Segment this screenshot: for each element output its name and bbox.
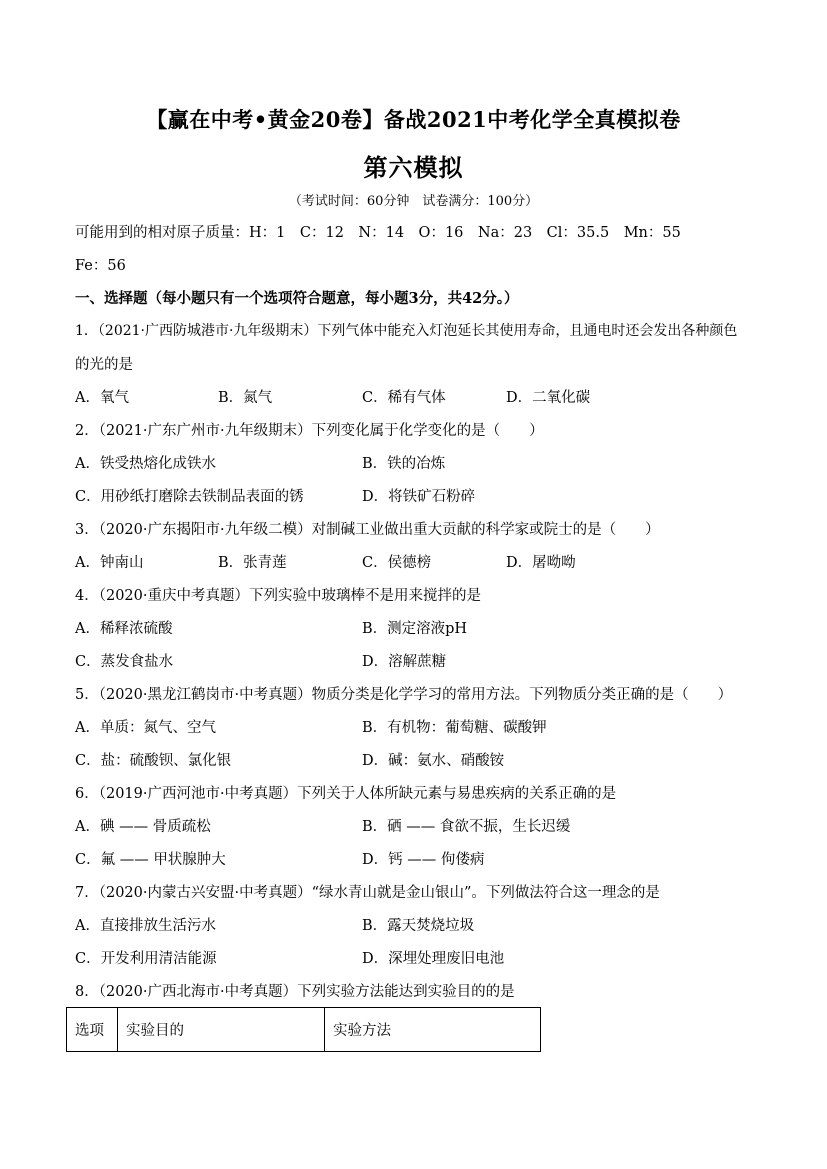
question-6-option-d: D．钙 —— 佝偻病 bbox=[362, 852, 485, 868]
section-heading: 一、选择题（每小题只有一个选项符合题意，每小题3分，共42分。） bbox=[75, 290, 519, 307]
question-2-option-c: C．用砂纸打磨除去铁制品表面的锈 bbox=[75, 489, 304, 505]
table-header-method: 实验方法 bbox=[325, 1008, 541, 1052]
question-4-option-c: C．蒸发食盐水 bbox=[75, 654, 174, 670]
question-1-stem: 1．（2021·广西防城港市·九年级期末）下列气体中能充入灯泡延长其使用寿命，且通电时还会发出各种颜色 bbox=[75, 323, 738, 339]
table-header-option: 选项 bbox=[67, 1008, 118, 1052]
question-8-table bbox=[66, 1007, 541, 1052]
question-6-option-a: A．碘 —— 骨质疏松 bbox=[75, 819, 211, 835]
question-6-stem: 6．（2019·广西河池市·中考真题）下列关于人体所缺元素与易患疾病的关系正确的是 bbox=[75, 786, 617, 802]
question-3-stem: 3．（2020·广东揭阳市·九年级二模）对制碱工业做出重大贡献的科学家或院士的是（ ） bbox=[75, 522, 660, 538]
question-7-stem: 7．（2020·内蒙古兴安盟·中考真题）“绿水青山就是金山银山”。下列做法符合这一理念的是 bbox=[75, 885, 660, 901]
question-2-option-d: D．将铁矿石粉碎 bbox=[362, 489, 476, 505]
question-4-option-d: D．溶解蔗糖 bbox=[362, 654, 447, 670]
question-6-option-b: B．硒 —— 食欲不振，生长迟缓 bbox=[362, 819, 571, 835]
question-2-option-b: B．铁的冶炼 bbox=[362, 456, 446, 472]
question-2-option-a: A．铁受热熔化成铁水 bbox=[75, 456, 216, 472]
question-4-option-b: B．测定溶液pH bbox=[362, 621, 468, 637]
atomic-mass-line-1: 可能用到的相对原子质量：H：1 C：12 N：14 O：16 Na：23 Cl：35.5 Mn：55 bbox=[75, 225, 681, 241]
exam-title: 【赢在中考•黄金20卷】备战2021中考化学全真模拟卷 bbox=[146, 107, 681, 132]
question-1-stem-cont: 的光的是 bbox=[75, 357, 133, 373]
atomic-mass-line-2: Fe：56 bbox=[75, 258, 126, 274]
question-8-stem: 8．（2020·广西北海市·中考真题）下列实验方法能达到实验目的的是 bbox=[75, 984, 515, 1000]
question-1-option-d: D．二氧化碳 bbox=[506, 390, 591, 406]
table-header-row bbox=[67, 1008, 541, 1052]
question-5-option-a: A．单质：氮气、空气 bbox=[75, 720, 216, 736]
question-4-option-a: A．稀释浓硫酸 bbox=[75, 621, 173, 637]
question-7-option-a: A．直接排放生活污水 bbox=[75, 918, 216, 934]
question-1-option-c: C．稀有气体 bbox=[362, 390, 446, 406]
question-6-option-c: C．氟 —— 甲状腺肿大 bbox=[75, 852, 226, 868]
question-3-option-b: B．张青莲 bbox=[218, 555, 287, 571]
question-2-stem: 2．（2021·广东广州市·九年级期末）下列变化属于化学变化的是（ ） bbox=[75, 423, 544, 439]
question-1-option-a: A．氧气 bbox=[75, 390, 129, 406]
question-5-option-c: C．盐：硫酸钡、氯化银 bbox=[75, 753, 232, 769]
exam-subtitle: 第六模拟 bbox=[363, 154, 464, 182]
question-7-option-b: B．露天焚烧垃圾 bbox=[362, 918, 475, 934]
question-1-option-b: B．氮气 bbox=[218, 390, 273, 406]
question-3-option-a: A．钟南山 bbox=[75, 555, 144, 571]
question-5-stem: 5．（2020·黑龙江鹤岗市·中考真题）物质分类是化学学习的常用方法。下列物质分类正确的是（ ） bbox=[75, 687, 733, 703]
exam-time-score-info: （考试时间：60分钟 试卷满分：100分） bbox=[288, 194, 539, 209]
question-3-option-c: C．侯德榜 bbox=[362, 555, 432, 571]
question-7-option-c: C．开发利用清洁能源 bbox=[75, 951, 217, 967]
question-3-option-d: D．屠呦呦 bbox=[506, 555, 576, 571]
question-7-option-d: D．深埋处理废旧电池 bbox=[362, 951, 505, 967]
table-header-purpose: 实验目的 bbox=[118, 1008, 325, 1052]
question-4-stem: 4．（2020·重庆中考真题）下列实验中玻璃棒不是用来搅拌的是 bbox=[75, 588, 481, 604]
question-5-option-b: B．有机物：葡萄糖、碳酸钾 bbox=[362, 720, 547, 736]
question-5-option-d: D．碱：氨水、硝酸铵 bbox=[362, 753, 505, 769]
